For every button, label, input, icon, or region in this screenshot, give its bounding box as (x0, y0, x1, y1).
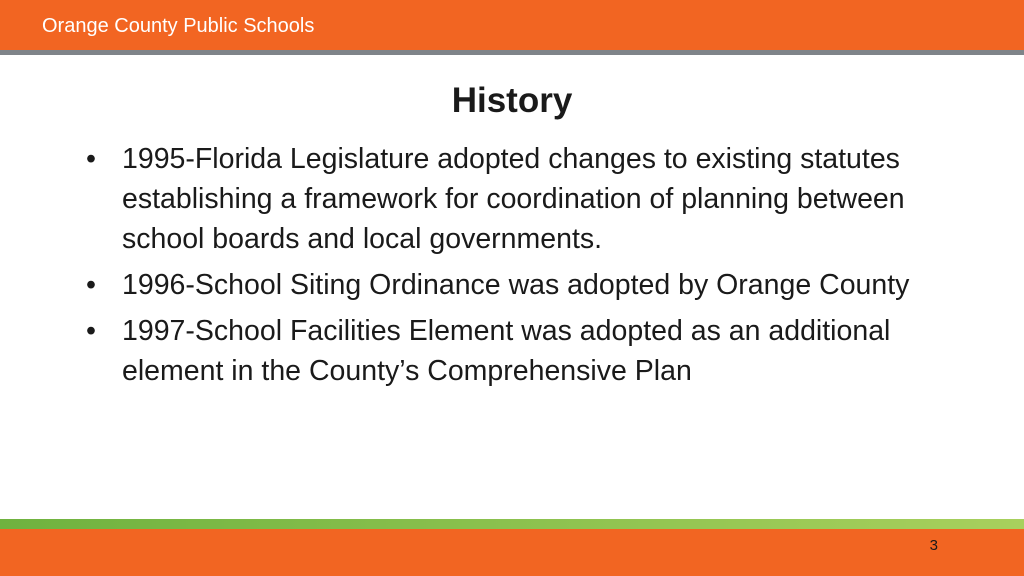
slide-title: History (451, 81, 573, 120)
bullet-icon: • (86, 315, 96, 347)
bullet-text: 1996-School Siting Ordinance was adopted by Orange County (122, 269, 910, 301)
bullet-item (86, 139, 986, 259)
organization-name: Orange County Public Schools (42, 15, 315, 37)
bullet-item (86, 265, 986, 305)
page-number: 3 (929, 537, 938, 554)
header-bar (0, 0, 1024, 50)
bullet-item (86, 311, 986, 391)
bullet-text: 1995-Florida Legislature adopted changes to existing statutes establishing a framework for coordination of planning between school boards and local governments. (122, 143, 905, 255)
footer-green-stripe (0, 519, 1024, 529)
bullet-list (86, 139, 986, 397)
bullet-icon: • (86, 269, 96, 301)
header-divider (0, 50, 1024, 55)
footer-bar (0, 529, 1024, 576)
bullet-icon: • (86, 143, 96, 175)
bullet-text: 1997-School Facilities Element was adopted as an additional element in the County’s Comprehensive Plan (122, 315, 891, 387)
